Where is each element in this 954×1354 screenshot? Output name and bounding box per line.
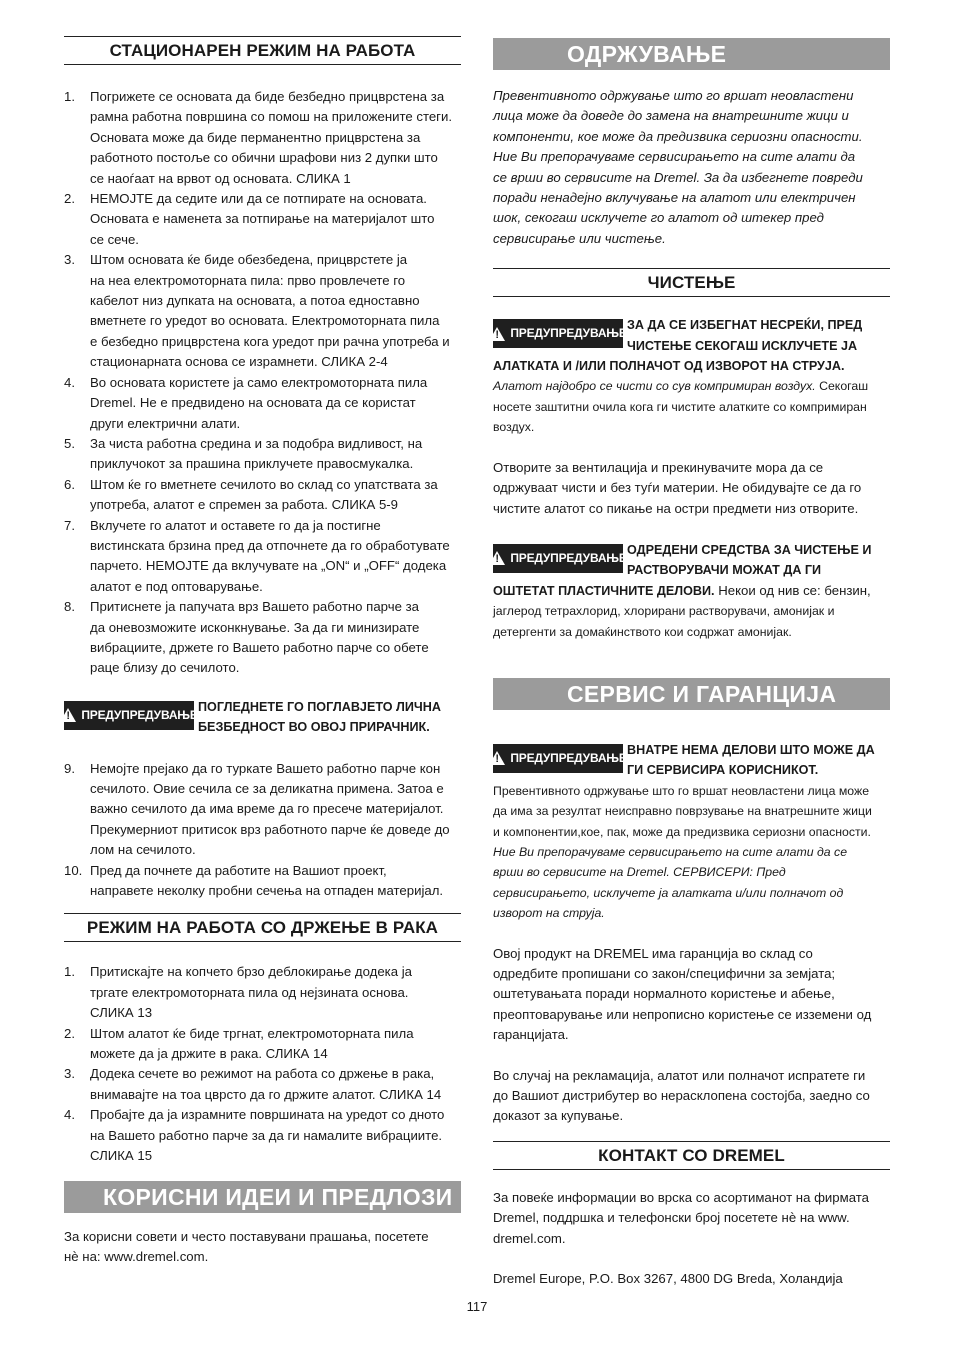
step-item: 8. Притиснете ја папучата врз Вашето работно парче за да оневозможите исконкнување. За да ги минизирате вибрациите, држете го Вашето работно парче со обете раце близу до сечилото. xyxy=(64,599,429,676)
step-item: 4. Пробајте да ја израмните површината на уредот со дното на Вашето работно парче за да ги намалите вибрациите. СЛИКА 15 xyxy=(64,1107,445,1164)
step-number: 4. xyxy=(64,374,75,390)
page-number: 117 xyxy=(466,1299,488,1314)
step-number: 3. xyxy=(64,252,75,268)
warning-triangle-icon xyxy=(60,708,76,722)
step-number: 1. xyxy=(64,964,75,980)
handheld-steps xyxy=(64,962,461,1166)
claim-text: Во случај на рекламација, алатот или полначот испратете ги до Вашиот дистрибутер во нерасклопена состојба, заедно со доказот за купување. xyxy=(493,1067,870,1124)
warning-personal-safety: ! ПРЕДУПРЕДУВАЊЕ ПОГЛЕДНЕТЕ ГО ПОГЛАВЈЕТО ЛИЧНА БЕЗБЕДНОСТ ВО ОВОЈ ПРИРАЧНИК. xyxy=(64,697,461,738)
service-text: Превентивното одржување што го вршат неовластени лица може да има за резултат неисправно поврзување на внатрешните жици и компонентии,кое, пак, може да предизвика сериозни опасности. xyxy=(493,783,872,839)
step-number: 1. xyxy=(64,89,75,104)
handheld-mode-heading: РЕЖИМ НА РАБОТА СО ДРЖЕЊЕ В РАКА xyxy=(64,913,461,942)
step-item: 1. Погрижете се основата да биде безбедно прицврстена за рамна работна површина со помош на приложените стеги. Основата може да биде перманентно прицврстена за работното постоље со обични шрафови низ 2 дупки што се наоѓаат на врвот од основата. СЛИКА 1 xyxy=(64,89,453,186)
step-number: 3. xyxy=(64,1066,75,1082)
warning-badge: ! ПРЕДУПРЕДУВАЊЕ xyxy=(493,544,623,573)
warning-solvents: ! ПРЕДУПРЕДУВАЊЕ ОДРЕДЕНИ СРЕДСТВА ЗА ЧИСТЕЊЕ И РАСТВОРУВАЧИ МОЖАТ ДА ГИ ОШТЕТАТ ПЛАСТИЧНИТЕ ДЕЛОВИ. Некои од нив се: бензин, јаглерод тетрахлорид, хлорирани растворувачи, амонијак и детергенти за домаќинството кои содржат амонијак. xyxy=(493,540,890,642)
address-text: Dremel Europe, P.O. Box 3267, 4800 DG Breda, Холандија xyxy=(493,1271,843,1287)
contact-heading: КОНТАКТ СО DREMEL xyxy=(493,1141,890,1170)
step-item: 10. Пред да почнете да работите на Вашиот проект, направете неколку пробни сечења на отпаден материјал. xyxy=(64,862,444,899)
step-item: 2. НЕМОЈТЕ да седите или да се потпирате на основата. Основата е наменета за потпирање на материјалот што се сече. xyxy=(64,191,435,247)
step-number: 9. xyxy=(64,760,75,776)
maintenance-text: Превентивното одржување што го вршат неовластени лица може да доведе до замена на внатрешните жици и компоненти, кое може да предизвика сериозни опасности. Ние Ви препорачуваме сервисирањето на сите алати да се врши во сервисите на Dremel. За да избегнете повреди поради ненадејно вклучување на алатот или електричен шок, секогаш исклучете го алатот од штекер пред сервисирање или чистење. xyxy=(493,88,863,246)
service-italic-text: Ние Ви препорачуваме сервисирањето на сите алати да се врши во сервисите на Dremel. СЕРВИСЕРИ: Пред сервисирањето, исклучете ја алатката и/или полначот од изворот на струја. xyxy=(493,844,848,921)
step-item: 1. Притискајте на копчето брзо деблокирање додека ја тргате електромоторната пила од нејзината основа. СЛИКА 13 xyxy=(64,964,412,1021)
step-item: 6. Штом ќе го вметнете сечилото во склад со упатствата за употреба, алатот е спремен за работа. СЛИКА 5-9 xyxy=(64,476,438,513)
cleaning-heading: ЧИСТЕЊЕ xyxy=(493,268,890,297)
warning-badge: ! ПРЕДУПРЕДУВАЊЕ xyxy=(64,701,194,730)
stationary-steps-continued xyxy=(64,759,461,902)
warning-badge: ! ПРЕДУПРЕДУВАЊЕ xyxy=(493,319,623,348)
warranty-text: Овој продукт на DREMEL има гаранција во склад со одредбите пропишани со закон/специфични за земјата; оштетувањата поради нормалното користење и абење, преоптоварување или непрописно користење се изземени од гаранцијата. xyxy=(493,945,872,1043)
step-number: 4. xyxy=(64,1107,75,1123)
warning-triangle-icon xyxy=(489,751,505,765)
step-item: 3. Штом основата ќе биде обезбедена, прицврстете ја на неа електромоторната пила: прво провлечете го кабелот низ дупката на основата, а потоа едноставно вметнете го уредот во основата. Електромоторната пила е безбедно прицврстена кога уредот при рачна употреба и стационарната основа се израмнети. СЛИКА 2-4 xyxy=(64,252,450,370)
step-number: 5. xyxy=(64,435,75,451)
right-column xyxy=(493,36,890,1289)
step-number: 2. xyxy=(64,191,75,207)
warning-triangle-icon xyxy=(489,551,505,565)
stationary-steps xyxy=(64,87,461,679)
cleaning-air-text: Алатот најдобро се чисти со сув компримиран воздух. Секогаш носете заштитни очила кога ги чистите алатките со компримиран воздух. xyxy=(493,379,869,435)
warning-badge: ! ПРЕДУПРЕДУВАЊЕ xyxy=(493,744,623,773)
ventilation-text: Отворите за вентилација и прекинувачите мора да се одржуваат чисти и без туѓи материи. Не обидувајте се да го чистите алатот со пикање на остри предмети низ отворите. xyxy=(493,459,862,516)
warning-no-user-parts: ! ПРЕДУПРЕДУВАЊЕ ВНАТРЕ НЕМА ДЕЛОВИ ШТО МОЖЕ ДА ГИ СЕРВИСИРА КОРИСНИКОТ. xyxy=(493,740,890,781)
step-number: 10. xyxy=(64,862,83,878)
step-item: 2. Штом алатот ќе биде тргнат, електромоторната пила можете да ја држите в рака. СЛИКА 14 xyxy=(64,1025,414,1062)
step-number: 2. xyxy=(64,1025,75,1041)
step-number: 7. xyxy=(64,517,75,533)
tips-heading: КОРИСНИ ИДЕИ И ПРЕДЛОЗИ xyxy=(64,1181,461,1213)
step-number: 6. xyxy=(64,476,75,492)
step-item: 3. Додека сечете во режимот на работа со држење в рака, внимавајте на тоа цврсто да го држите алатот. СЛИКА 14 xyxy=(64,1066,442,1102)
step-item: 5. За чиста работна средина и за подобра видливост, на приклучокот за прашина приклучете правосмукалка. xyxy=(64,435,423,472)
left-column xyxy=(64,36,461,1267)
step-item: 7. Вклучете го алатот и оставете го да ја постигне вистинската брзина пред да отпочнете да го обработувате парчето. НЕМОЈТЕ да вклучувате на „ON“ и „OFF“ додека алатот е под оптоварување. xyxy=(64,517,450,594)
warning-cleaning: ! ПРЕДУПРЕДУВАЊЕ ЗА ДА СЕ ИЗБЕГНАТ НЕСРЕЌИ, ПРЕД ЧИСТЕЊЕ СЕКОГАШ ИСКЛУЧЕТЕ ЈА АЛАТКАТА И /ИЛИ ПОЛНАЧОТ ОД ИЗВОРОТ НА СТРУЈА. xyxy=(493,315,890,376)
maintenance-heading: ОДРЖУВАЊЕ xyxy=(493,38,890,70)
step-item: 9. Немојте прејако да го туркате Вашето работно парче кон сечилото. Овие сечила се за деликатна примена. Затоа е важно сечилото да има време да го пресече материјалот. Прекумерниот притисок врз работното парче ќе доведе до лом на сечилото. xyxy=(64,760,450,858)
step-item: 4. Во основата користете ја само електромоторната пила Dremel. Не е предвидено на основата да се користат други електрични алати. xyxy=(64,374,428,431)
stationary-mode-heading: СТАЦИОНАРЕН РЕЖИМ НА РАБОТА xyxy=(64,36,461,65)
warning-triangle-icon xyxy=(489,327,505,341)
contact-text: За повеќе информации во врска со асортиманот на фирмата Dremel, поддршка и телефонски број посетете нѐ на www. dremel.com. xyxy=(493,1189,869,1246)
service-warranty-heading: СЕРВИС И ГАРАНЦИЈА xyxy=(493,678,890,710)
tips-text: За корисни совети и често поставувани прашања, посетете нѐ на: www.dremel.com. xyxy=(64,1228,429,1264)
step-number: 8. xyxy=(64,599,75,615)
